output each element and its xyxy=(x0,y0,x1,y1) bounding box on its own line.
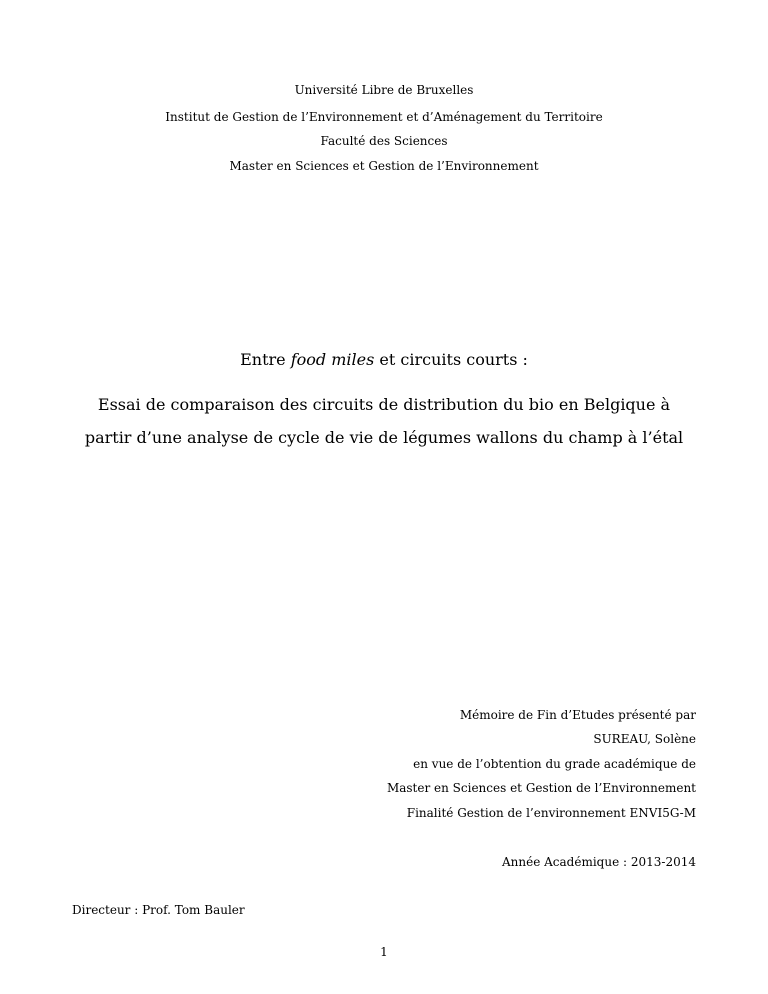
faculty-name: Faculté des Sciences xyxy=(320,134,448,148)
presentation-line1: Mémoire de Fin d’Etudes présenté par xyxy=(459,708,696,722)
document-title xyxy=(0,350,768,370)
institute-name: Institut de Gestion de l’Environnement et d’Aménagement du Territoire xyxy=(165,110,603,124)
subtitle-line1: Essai de comparaison des circuits de distribution du bio en Belgique à xyxy=(97,395,671,414)
title-part2: et circuits courts : xyxy=(374,350,528,369)
university-name: Université Libre de Bruxelles xyxy=(294,83,474,97)
title-part1: Entre xyxy=(240,350,291,369)
page-number: 1 xyxy=(380,945,388,959)
title-italic: food miles xyxy=(290,350,375,369)
academic-year: Année Académique : 2013-2014 xyxy=(502,855,696,869)
director: Directeur : Prof. Tom Bauler xyxy=(72,903,245,917)
author-name: SUREAU, Solène xyxy=(593,732,696,746)
presentation-line5: Finalité Gestion de l’environnement ENVI5G-M xyxy=(406,806,696,820)
presentation-line4: Master en Sciences et Gestion de l’Environnement xyxy=(386,781,696,795)
master-program: Master en Sciences et Gestion de l’Environnement xyxy=(229,159,539,173)
subtitle-line2: partir d’une analyse de cycle de vie de légumes wallons du champ à l’étal xyxy=(84,428,684,447)
presentation-line3: en vue de l’obtention du grade académique de xyxy=(413,757,696,771)
